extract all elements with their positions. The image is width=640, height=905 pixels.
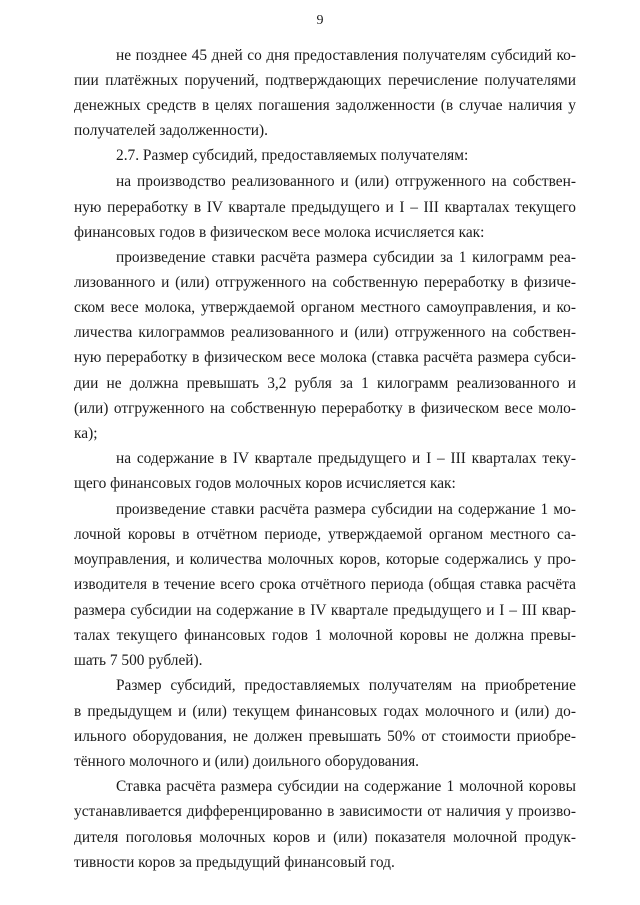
text-line: получателей задолженности). (74, 122, 268, 139)
text-line: не позднее 45 дней со дня предоставления получателям субсидий ко- (116, 47, 576, 64)
text-line: размера субсидии на содержание в IV квартале предыдущего и I – III квар- (74, 602, 576, 619)
text-line: Ставка расчёта размера субсидии на содержание 1 молочной коровы (116, 778, 576, 795)
text-line: произведение ставки расчёта размера субсидии за 1 килограмм реа- (116, 249, 576, 266)
text-line: финансовых годов в физическом весе молока исчисляется как: (74, 224, 485, 241)
text-line: лизованного и (или) отгруженного на собственную переработку в физиче- (74, 274, 576, 291)
text-line: произведение ставки расчёта размера субсидии на содержание 1 мо- (116, 501, 576, 518)
text-line: ную переработку в IV квартале предыдущего и I – III кварталах текущего (74, 199, 576, 216)
text-line: тённого молочного и (или) доильного оборудования. (74, 753, 420, 770)
text-line: Размер субсидий, предоставляемых получателям на приобретение (116, 677, 576, 694)
text-line: в предыдущем и (или) текущем финансовых годах молочного и (или) до- (74, 703, 576, 720)
text-line: личества килограммов реализованного и (или) отгруженного на собствен- (74, 324, 576, 341)
text-line: тивности коров за предыдущий финансовый год. (74, 854, 395, 871)
text-line: шать 7 500 рублей). (74, 652, 203, 669)
text-line: ском весе молока, утверждаемой органом местного самоуправления, и ко- (74, 299, 576, 316)
text-line: дителя поголовья молочных коров и (или) показателя молочной продук- (74, 829, 576, 846)
text-line: ка); (74, 425, 98, 442)
text-line: (или) отгруженного на собственную переработку в физическом весе моло- (74, 400, 576, 417)
text-line: моуправления, и количества молочных коров, которые содержались у про- (74, 551, 576, 568)
text-line: на содержание в IV квартале предыдущего и I – III кварталах теку- (116, 450, 576, 467)
text-line: ную переработку в физическом весе молока (ставка расчёта размера субси- (74, 349, 576, 366)
text-line: талах текущего финансовых годов 1 молочной коровы не должна превы- (74, 627, 576, 644)
text-line: ильного оборудования, не должен превышать 50% от стоимости приобре- (74, 728, 576, 745)
section-heading: 2.7. Размер субсидий, предоставляемых получателям: (116, 147, 469, 164)
text-line: устанавливается дифференцированно в зависимости от наличия у произво- (74, 803, 576, 820)
text-line: изводителя в течение всего срока отчётного периода (общая ставка расчёта (74, 576, 576, 593)
page-number: 9 (316, 13, 324, 28)
text-line: на производство реализованного и (или) отгруженного на собствен- (116, 173, 576, 190)
text-line: лочной коровы в отчётном периоде, утверждаемой органом местного са- (74, 526, 576, 543)
text-line: щего финансовых годов молочных коров исчисляется как: (74, 475, 456, 492)
text-line: пии платёжных поручений, подтверждающих перечисление получателями (74, 72, 576, 89)
text-line: дии не должна превышать 3,2 рубля за 1 килограмм реализованного и (74, 375, 576, 392)
text-line: денежных средств в целях погашения задолженности (в случае наличия у (74, 97, 576, 114)
